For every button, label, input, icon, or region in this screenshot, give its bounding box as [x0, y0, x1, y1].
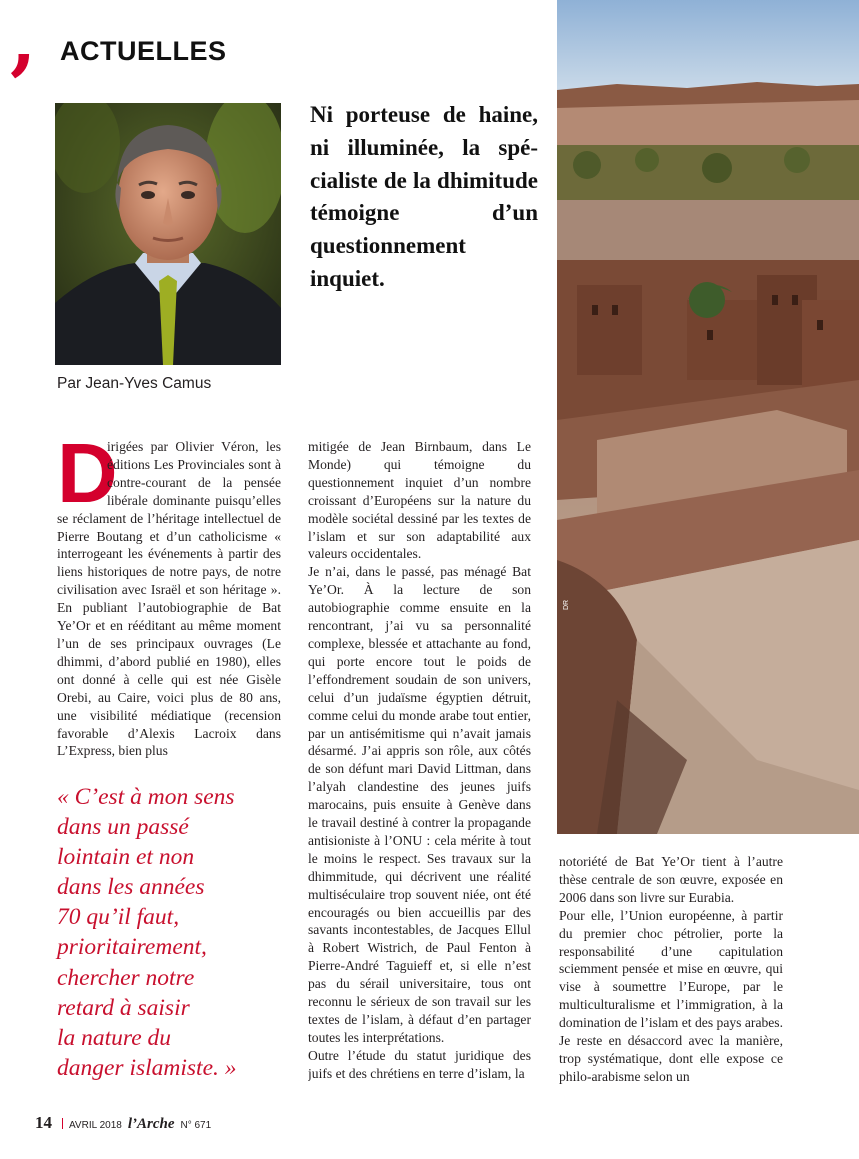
- photo-credit: DR: [563, 599, 570, 610]
- article-paragraph: Je n’ai, dans le passé, pas ménagé Bat Ye’Or. À la lecture de son autobiographie comme ensuite en la rencontrant, j’ai vu sa personnalité complexe, blessée et attachante au fond, qui porte encore tout le poids de l’effondrement soudain de son univers, celui d’un judaïsme égyptien détruit, comme celui du monde arabe tout entier, par un antisémitisme qui n’avait jamais désarmé. J’ai appris son rôle, aux côtés de son défunt mari David Littman, dans l’alyah clandestine des jeunes juifs marocains, puis ensuite à Genève dans le travail destiné à contrer la propagande antisioniste à l’ONU : cela mérite à tout le moins le respect. Ses travaux sur la dhimmitude, qui décrivent une réalité multiséculaire trop souvent niée, ont été encouragés ou bien accueillis par des savants incontestables, de Jacques Ellul à Robert Wistrich, de Paul Fenton à Pierre-André Taguieff et, si elle n’est pas du sérail universitaire, tous ont reconnu le sérieux de son travail sur les textes de l’islam, à défaut d’en partager toutes les interprétations.: [308, 564, 531, 1045]
- magazine-logo: l’Arche: [127, 1116, 175, 1132]
- pull-quote: « C’est à mon sens dans un passé lointain et non dans les années 70 qu’il faut, prioritairement, chercher notre retard à saisir la nature du danger islamiste. »: [57, 784, 237, 1081]
- brand-comma-mark: ,: [10, 0, 37, 84]
- article-paragraph: mitigée de Jean Birnbaum, dans Le Monde) qui témoigne du questionnement inquiet d’un nombre croissant d’Européens sur la nature du modèle sociétal dessiné par les textes de l’islam et sur son adaptabilité aux valeurs occidentales.: [308, 439, 531, 562]
- article-column-1: [57, 438, 281, 774]
- section-rubric: ACTUELLES: [60, 36, 227, 66]
- article-paragraph: Outre l’étude du statut juridique des juifs et des chrétiens en terre d’islam, la: [308, 1047, 531, 1081]
- article-lede: Ni porteuse de haine, ni illuminée, la spécialiste de la dhimitude témoigne d’un questionnement inquiet.: [310, 102, 538, 291]
- article-paragraph: Pour elle, l’Union européenne, à partir du premier choc pétrolier, porte la responsabilité d’une capitulation sciemment pensée et mise en œuvre, qui vise à soumettre l’Europe, par le multiculturalisme et l’immigration, à la domination de l’islam et des pays arabes. Je reste en désaccord avec la manière, trop systématique, dont elle expose ce philo-arabisme selon un: [559, 907, 783, 1084]
- article-column-3: [559, 853, 783, 1090]
- issue-date: AVRIL 2018: [69, 1120, 122, 1131]
- landscape-photo: [557, 0, 859, 834]
- footer-divider: [62, 1118, 63, 1129]
- page-footer: [35, 1113, 211, 1133]
- page-number: 14: [35, 1113, 52, 1132]
- author-portrait-photo: [55, 103, 281, 365]
- article-column-1-text: irigées par Olivier Véron, les éditions Les Provinciales sont à contre-courant de la pensée libérale dominante puisqu’elles se réclament de l’héritage intellectuel de Pierre Boutang et d’un catholicisme « interrogeant les événements à partir des liens historiques de notre pays, de notre civilisation avec Israël et son héritage ». En publiant l’autobiographie de Bat Ye’Or et en rééditant au même moment l’un de ses principaux ouvrages (Le dhimmi, d’abord publié en 1980), elles ont donné à celle qui est née Gisèle Orebi, au Caire, voici plus de 80 ans, une visibilité médiatique (recension favorable d’Alexis Lacroix dans L’Express, bien plus: [57, 439, 281, 759]
- portrait-photo-icon: [55, 103, 281, 365]
- kasbah-landscape-photo-icon: [557, 0, 859, 834]
- issue-number: N° 671: [180, 1120, 212, 1131]
- author-byline: Par Jean-Yves Camus: [57, 375, 212, 392]
- article-column-2: [308, 438, 531, 1090]
- article-paragraph: notoriété de Bat Ye’Or tient à l’autre thèse centrale de son œuvre, exposée en 2006 dans son livre sur Eurabia.: [559, 854, 783, 905]
- dropcap-letter: D: [57, 438, 118, 520]
